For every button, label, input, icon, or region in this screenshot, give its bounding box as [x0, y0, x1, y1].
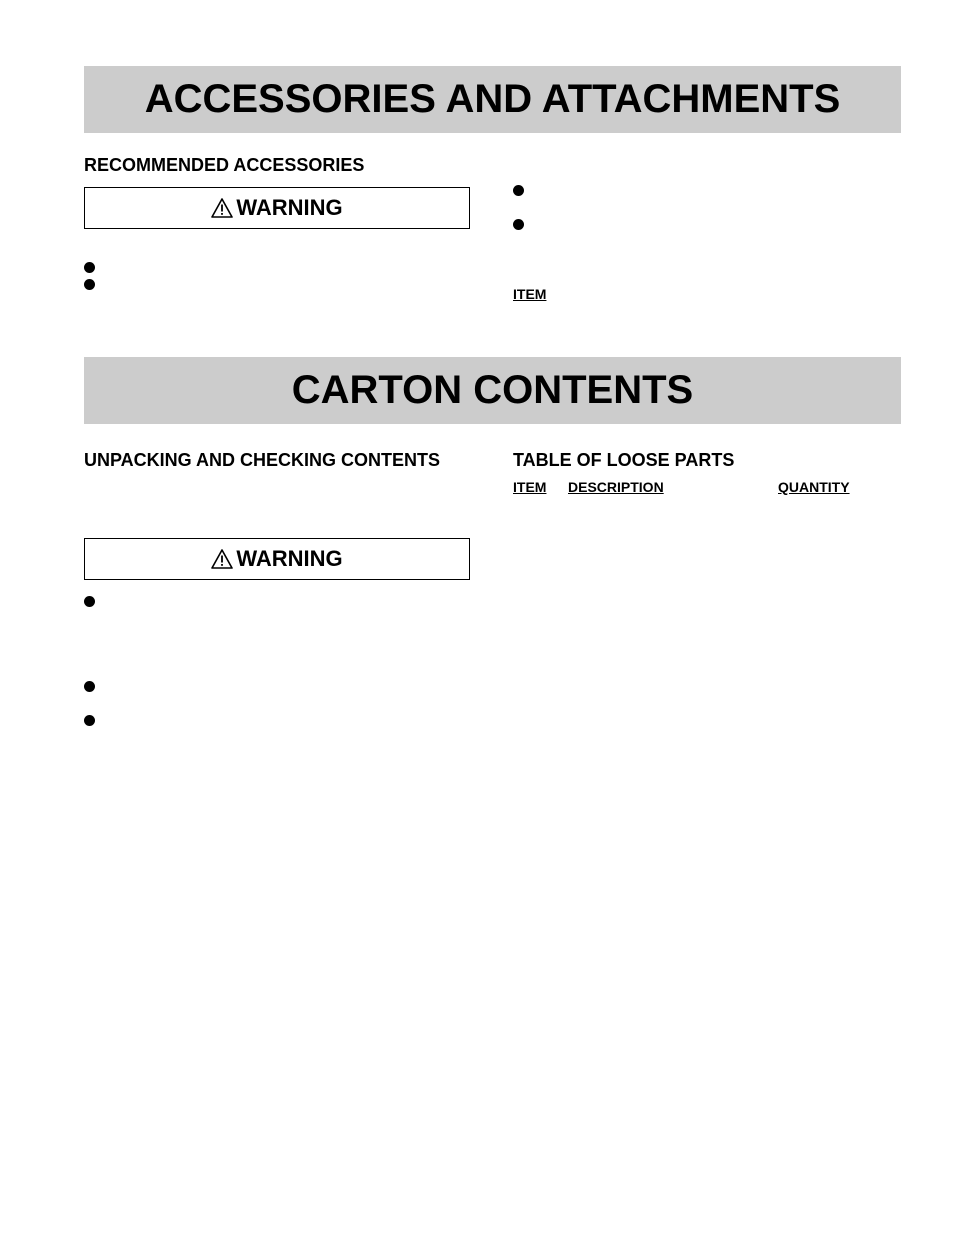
loose-parts-heading: TABLE OF LOOSE PARTS — [513, 450, 735, 470]
unpacking-heading: UNPACKING AND CHECKING CONTENTS — [84, 450, 441, 470]
recommended-accessories-heading: RECOMMENDED ACCESSORIES — [84, 155, 365, 175]
warning-triangle-icon — [211, 549, 233, 569]
accessories-banner — [84, 66, 901, 133]
loose-parts-quantity-header: QUANTITY — [778, 479, 850, 495]
carton-title: CARTON CONTENTS — [291, 368, 694, 412]
bullet-icon — [84, 596, 95, 607]
loose-parts-description-header: DESCRIPTION — [568, 479, 664, 495]
bullet-icon — [84, 681, 95, 692]
bullet-icon — [84, 715, 95, 726]
bullet-icon — [84, 279, 95, 290]
accessories-item-header: ITEM — [513, 286, 547, 302]
bullet-icon — [513, 219, 524, 230]
accessories-title: ACCESSORIES AND ATTACHMENTS — [144, 77, 841, 121]
warning-label: WARNING — [236, 195, 343, 220]
bullet-icon — [84, 262, 95, 273]
warning-triangle-icon — [211, 198, 233, 218]
bullet-icon — [513, 185, 524, 196]
loose-parts-item-header: ITEM — [513, 479, 547, 495]
carton-banner — [84, 357, 901, 424]
accessories-warning-box — [84, 187, 470, 229]
carton-warning-box — [84, 538, 470, 580]
warning-label: WARNING — [236, 546, 343, 571]
